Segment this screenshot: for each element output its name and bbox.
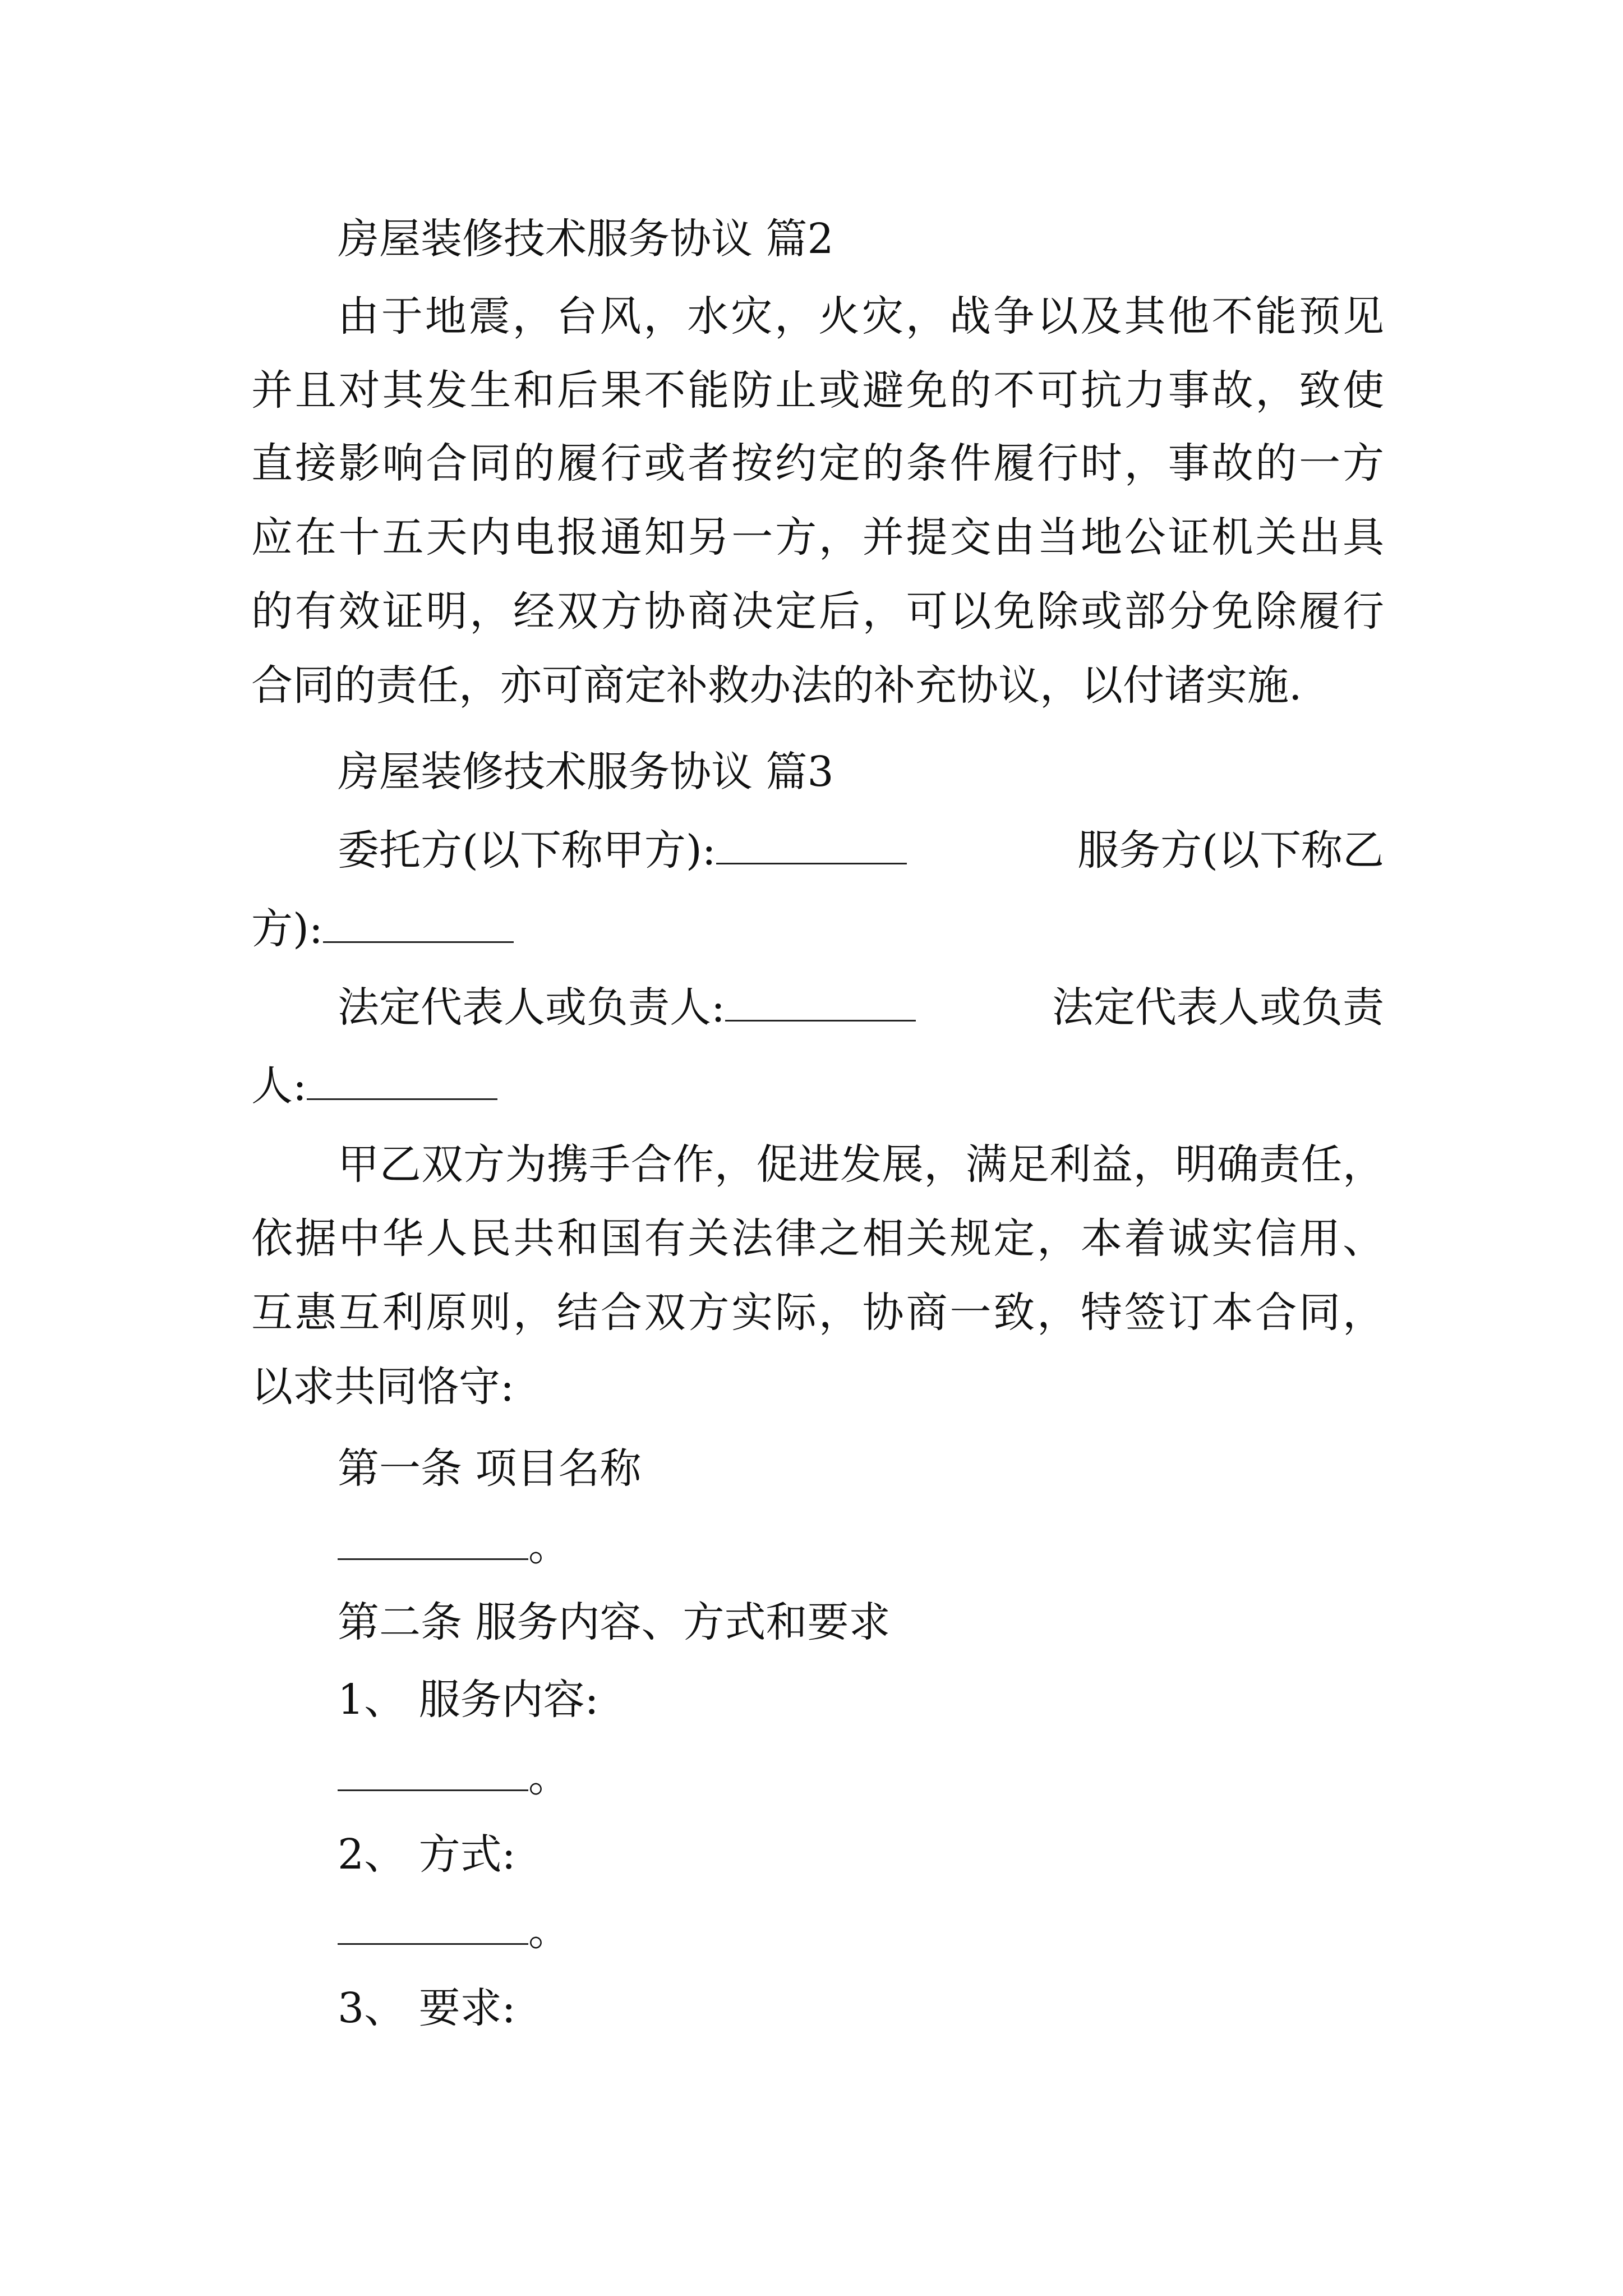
service-method-blank[interactable] xyxy=(338,1908,528,1945)
rep-line-1 xyxy=(338,982,1384,1033)
client-rep-label: 法定代表人或负责人: xyxy=(338,983,725,1032)
provider-label-cont: 方): xyxy=(251,905,323,953)
article-2-title: 第二条 服务内容、方式和要求 xyxy=(338,1598,891,1646)
provider-rep-label: 法定代表人或负责 xyxy=(1052,983,1384,1032)
intro-line: 互惠互利原则，结合双方实际，协商一致，特签订本合同， xyxy=(251,1289,1384,1337)
paragraph-line: 由于地震，台风，水灾，火灾，战争以及其他不能预见 xyxy=(338,292,1384,341)
project-name-blank[interactable] xyxy=(338,1524,528,1560)
article-1-title: 第一条 项目名称 xyxy=(338,1444,642,1493)
provider-name-blank[interactable] xyxy=(323,907,514,943)
paragraph-line: 并且对其发生和后果不能防止或避免的不可抗力事故，致使 xyxy=(251,366,1384,415)
period: 。 xyxy=(528,1907,570,1955)
section-2-title: 房屋装修技术服务协议 篇2 xyxy=(338,215,834,263)
client-label: 委托方(以下称甲方): xyxy=(338,826,716,875)
period: 。 xyxy=(528,1522,570,1570)
intro-line: 依据中华人民共和国有关法律之相关规定，本着诚实信用、 xyxy=(251,1214,1384,1263)
client-name-blank[interactable] xyxy=(716,828,907,864)
item-2-label: 2、 方式: xyxy=(338,1830,516,1879)
period: 。 xyxy=(528,1753,570,1801)
provider-rep-label-cont: 人: xyxy=(251,1062,307,1110)
item-1-fill-line xyxy=(338,1751,570,1803)
paragraph-line: 直接影响合同的履行或者按约定的条件履行时，事故的一方 xyxy=(251,439,1384,487)
paragraph-line: 合同的责任，亦可商定补救办法的补充协议，以付诸实施. xyxy=(251,661,1302,710)
service-content-blank[interactable] xyxy=(338,1755,528,1791)
provider-label: 服务方(以下称乙 xyxy=(1077,826,1384,875)
intro-line: 甲乙双方为携手合作，促进发展，满足利益，明确责任， xyxy=(338,1140,1384,1189)
party-line-2 xyxy=(251,903,514,955)
provider-rep-blank[interactable] xyxy=(307,1064,497,1100)
item-3-label: 3、 要求: xyxy=(338,1984,516,2032)
client-rep-blank[interactable] xyxy=(725,985,916,1022)
intro-line: 以求共同恪守: xyxy=(251,1363,514,1411)
party-line-1 xyxy=(338,825,1384,876)
article-1-fill-line xyxy=(338,1520,570,1572)
paragraph-line: 的有效证明，经双方协商决定后，可以免除或部分免除履行 xyxy=(251,587,1384,636)
section-3-title: 房屋装修技术服务协议 篇3 xyxy=(338,748,834,796)
item-1-label: 1、 服务内容: xyxy=(338,1676,599,1724)
paragraph-line: 应在十五天内电报通知另一方，并提交由当地公证机关出具 xyxy=(251,513,1384,562)
rep-line-2 xyxy=(251,1060,497,1112)
item-2-fill-line xyxy=(338,1905,570,1957)
